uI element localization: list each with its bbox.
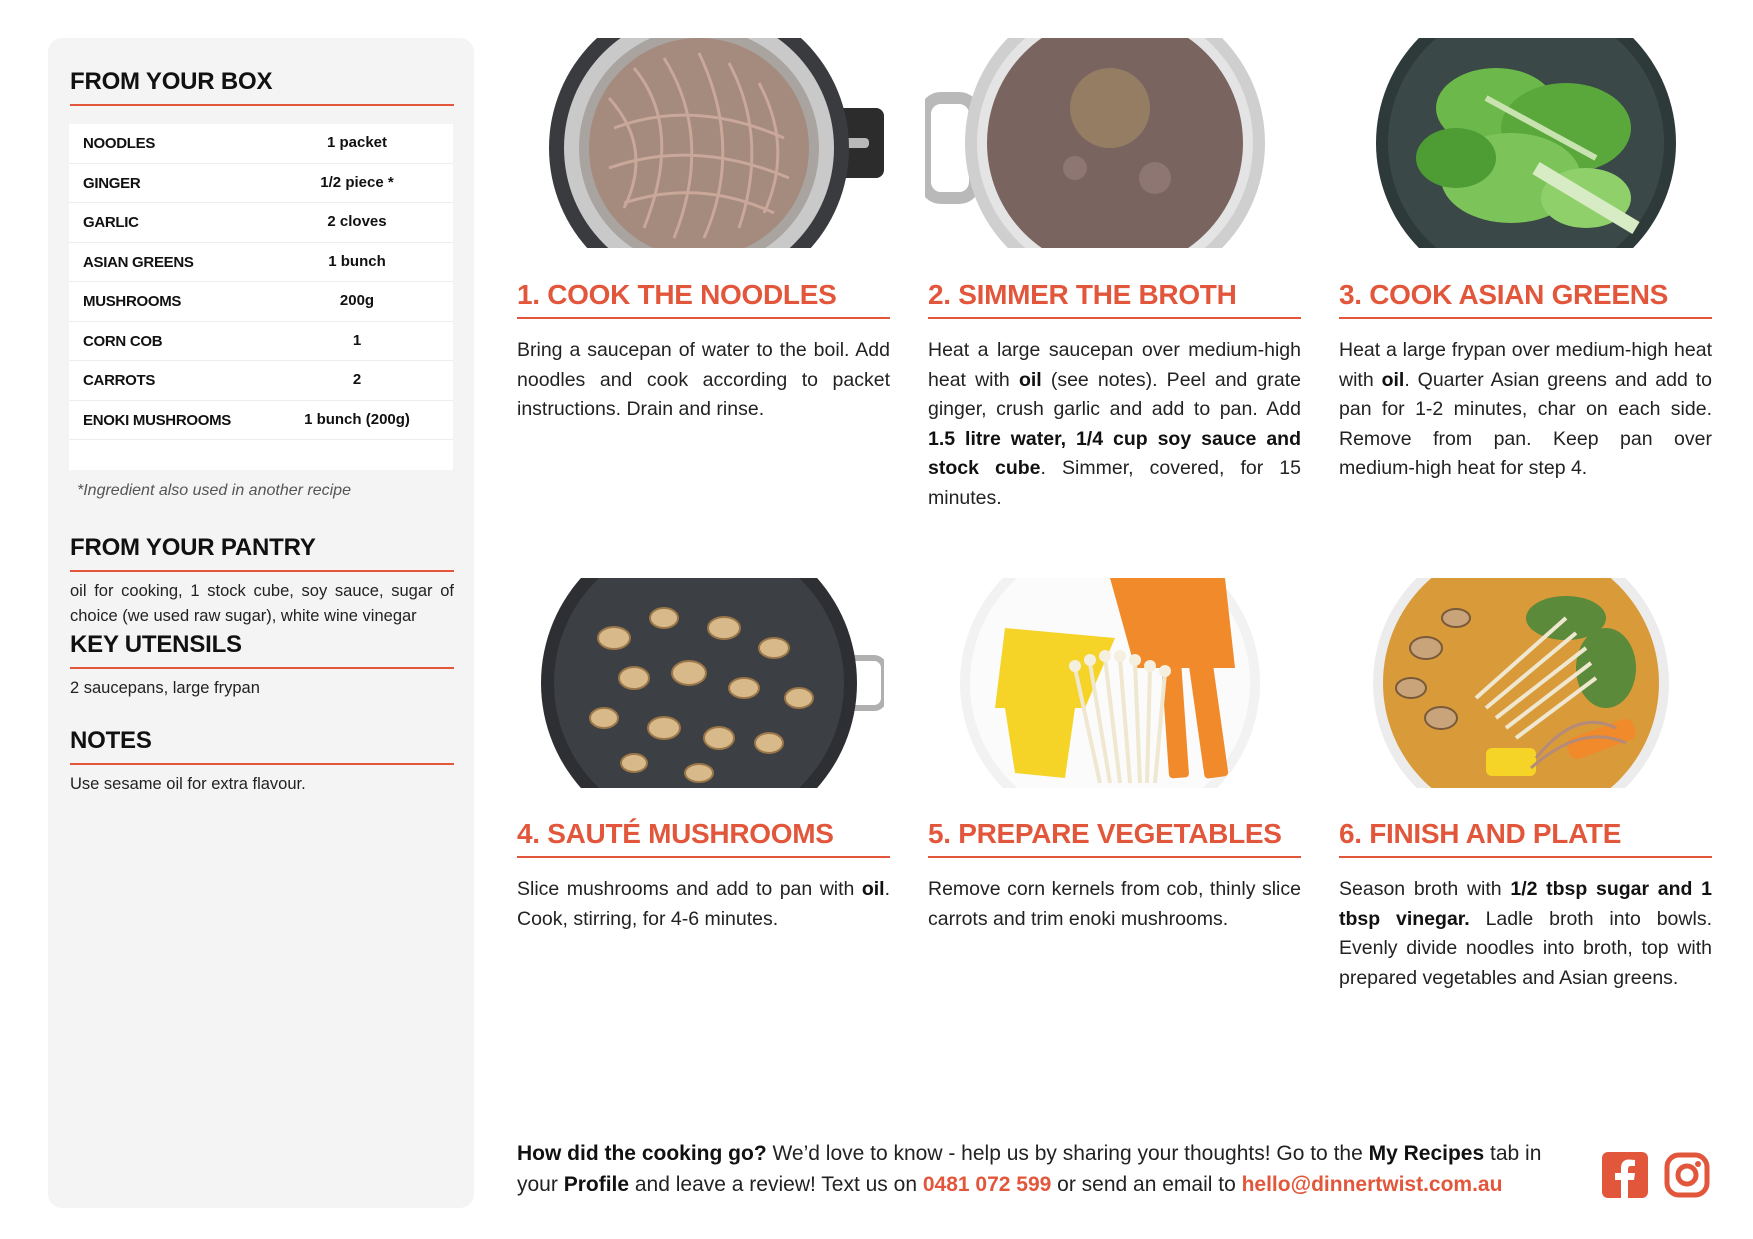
ingredients-sidebar (48, 38, 474, 1208)
feedback-question: How did the cooking go? (517, 1142, 767, 1165)
step-1-title: 1. COOK THE NOODLES (517, 279, 890, 319)
step-text-segment: . Cook, stirring, for 4-6 minutes. (517, 878, 890, 930)
ingredient-name: ENOKI MUSHROOMS (83, 411, 232, 429)
broth-photo (925, 38, 1295, 248)
from-your-pantry-heading: FROM YOUR PANTRY (70, 534, 454, 572)
ingredient-name: CORN COB (83, 332, 163, 350)
step-1-text (517, 336, 890, 425)
instagram-icon[interactable] (1664, 1152, 1710, 1198)
ingredient-row (69, 322, 453, 362)
notes-text: Use sesame oil for extra flavour. (70, 775, 306, 793)
ingredient-quantity: 1/2 piece * (320, 173, 394, 191)
ingredient-name: MUSHROOMS (83, 293, 182, 310)
step-4-title: 4. SAUTÉ MUSHROOMS (517, 818, 890, 858)
notes-heading: NOTES (70, 727, 454, 765)
step-text-bold: oil (861, 878, 885, 900)
step-6-text (1339, 875, 1712, 993)
ingredient-quantity: 1 packet (326, 134, 388, 151)
feedback-footer (517, 1138, 1577, 1200)
step-5-text (928, 875, 1301, 934)
step-3-title: 3. COOK ASIAN GREENS (1339, 279, 1712, 319)
utensils-text: 2 saucepans, large frypan (70, 679, 260, 697)
ingredient-row (69, 361, 453, 401)
profile-label: Profile (563, 1173, 630, 1196)
pantry-text: oil for cooking, 1 stock cube, soy sauce, sugar of choice (we used raw sugar), white wine vinegar (70, 582, 454, 625)
step-2-text (928, 336, 1301, 513)
ingredients-table (69, 124, 453, 470)
ingredient-name: GINGER (83, 174, 141, 192)
mushrooms-photo (514, 578, 884, 788)
step-text-bold: oil (1018, 368, 1042, 391)
step-text-segment: . Simmer, covered, for 15 minutes. (928, 457, 1301, 509)
step-text-segment: Ladle broth into bowls. Evenly divide noodles into broth, top with prepared vegetables and Asian greens. (1339, 907, 1712, 989)
from-your-box-heading: FROM YOUR BOX (70, 68, 454, 106)
noodles-photo (514, 38, 884, 248)
ingredient-name: ASIAN GREENS (83, 253, 194, 271)
ingredient-name: NOODLES (83, 135, 156, 152)
feedback-text-1: We’d love to know - help us by sharing your thoughts! Go to the (766, 1142, 1369, 1165)
step-6-title: 6. FINISH AND PLATE (1339, 818, 1712, 858)
feedback-text-3: and leave a review! Text us on (629, 1173, 923, 1196)
ingredient-quantity: 1 bunch (328, 252, 386, 270)
ingredient-quantity: 200g (339, 292, 375, 309)
step-2-title: 2. SIMMER THE BROTH (928, 279, 1301, 319)
ingredient-name: GARLIC (83, 214, 139, 231)
ingredient-quantity: 2 cloves (327, 213, 387, 230)
step-text-segment: Bring a saucepan of water to the boil. Add noodles and cook according to packet instructions. Drain and rinse. (517, 339, 890, 420)
step-text-segment: . Quarter Asian greens and add to pan for 1-2 minutes, char on each side. Remove from pan. Keep pan over medium-high heat for step 4. (1339, 368, 1712, 479)
step-text-segment: (see notes). Peel and grate ginger, crush garlic and add to pan. Add (928, 368, 1301, 420)
ingredient-row (69, 243, 453, 283)
key-utensils-heading: KEY UTENSILS (70, 631, 454, 669)
phone-number-link[interactable]: 0481 072 599 (922, 1173, 1052, 1196)
my-recipes-label: My Recipes (1368, 1142, 1485, 1165)
ingredient-row (69, 124, 453, 164)
ingredient-quantity: 1 (352, 331, 362, 349)
finished-dish-photo (1336, 578, 1706, 788)
facebook-icon[interactable] (1602, 1152, 1648, 1198)
vegetables-photo (925, 578, 1295, 788)
step-text-bold: 1/2 tbsp sugar and 1 tbsp vinegar. (1339, 878, 1712, 930)
ingredient-quantity: 2 (352, 371, 362, 388)
ingredient-row (69, 282, 453, 322)
step-text-segment: Remove corn kernels from cob, thinly slice carrots and trim enoki mushrooms. (928, 878, 1301, 930)
ingredient-row (69, 203, 453, 243)
step-text-segment: Slice mushrooms and add to pan with (517, 878, 862, 900)
step-3-text (1339, 336, 1712, 484)
ingredient-row (69, 164, 453, 204)
feedback-text-4: or send an email to (1051, 1173, 1242, 1196)
ingredient-row (69, 401, 453, 441)
step-text-segment: Heat a large saucepan over medium-high heat with (928, 339, 1301, 391)
step-5-title: 5. PREPARE VEGETABLES (928, 818, 1301, 858)
step-text-segment: Heat a large frypan over medium-high heat with (1339, 339, 1712, 391)
step-text-segment: Season broth with (1339, 878, 1511, 900)
ingredient-note: *Ingredient also used in another recipe (77, 482, 351, 499)
email-link[interactable]: hello@dinnertwist.com.au (1241, 1173, 1503, 1196)
step-4-text (517, 875, 890, 934)
step-text-bold: oil (1381, 368, 1405, 391)
feedback-text-2: tab in your (517, 1142, 1542, 1196)
ingredient-quantity: 1 bunch (200g) (304, 410, 410, 428)
step-text-bold: 1.5 litre water, 1/4 cup soy sauce and stock cube (928, 427, 1301, 479)
ingredient-name: CARROTS (83, 372, 156, 389)
asian-greens-photo (1336, 38, 1706, 248)
